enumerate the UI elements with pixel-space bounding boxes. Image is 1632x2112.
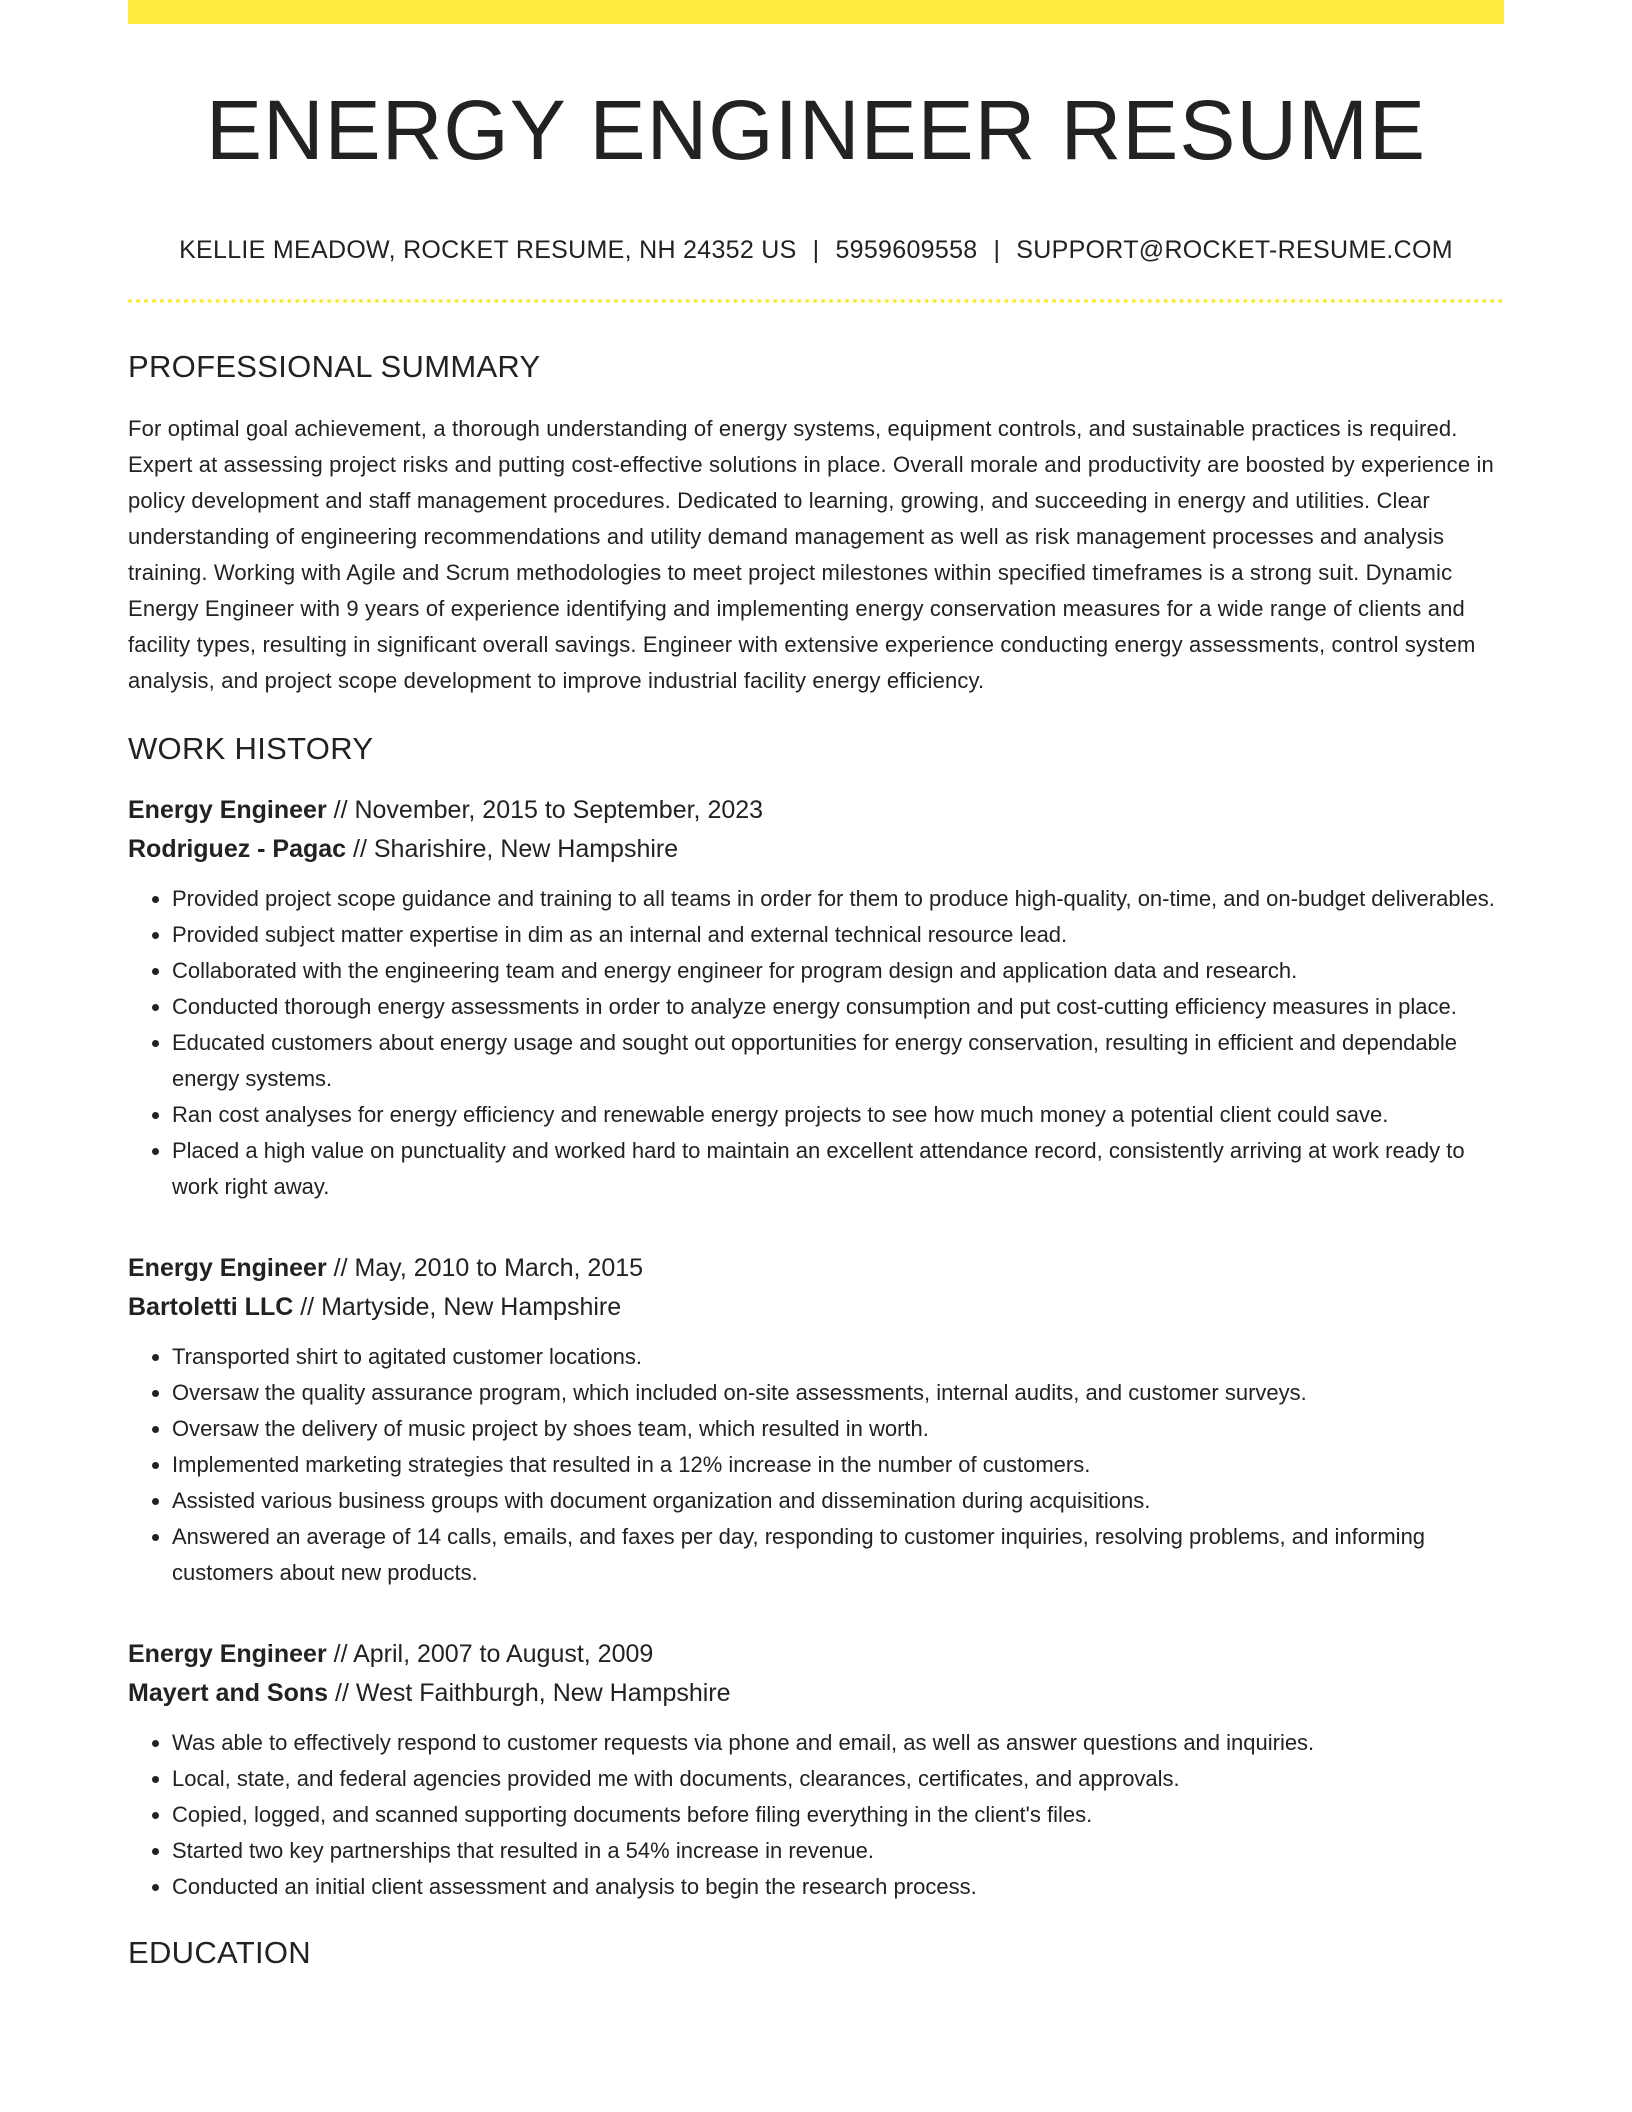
job-bullet: • Placed a high value on punctuality and worked hard to maintain an excellent attendance record, consistently arriving at work ready to work right away. bbox=[172, 1133, 1504, 1205]
job-bullet: • Started two key partnerships that resulted in a 54% increase in revenue. bbox=[172, 1833, 1504, 1869]
job-dates: // November, 2015 to September, 2023 bbox=[326, 796, 764, 825]
job-location: // Sharishire, New Hampshire bbox=[346, 835, 679, 864]
job-entry bbox=[128, 791, 1504, 1205]
job-bullet: • Oversaw the delivery of music project by shoes team, which resulted in worth. bbox=[172, 1411, 1504, 1447]
job-bullet: • Implemented marketing strategies that resulted in a 12% increase in the number of customers. bbox=[172, 1447, 1504, 1483]
contact-line bbox=[128, 236, 1504, 265]
job-company-line bbox=[128, 830, 1504, 869]
job-entry bbox=[128, 1635, 1504, 1905]
job-bullet: • Provided subject matter expertise in dim as an internal and external technical resource lead. bbox=[172, 917, 1504, 953]
job-bullet: • Assisted various business groups with document organization and dissemination during acquisitions. bbox=[172, 1483, 1504, 1519]
section-heading-education: EDUCATION bbox=[128, 1935, 311, 1971]
dotted-divider bbox=[128, 299, 1504, 303]
job-dates: // April, 2007 to August, 2009 bbox=[326, 1640, 654, 1669]
job-location: // Martyside, New Hampshire bbox=[293, 1293, 622, 1322]
contact-separator: | bbox=[812, 236, 820, 265]
job-title: Energy Engineer bbox=[128, 1254, 327, 1283]
summary-paragraph: For optimal goal achievement, a thorough understanding of energy systems, equipment controls, and sustainable practices is required. Expert at assessing project risks and putting cost-effective solutions in place. Overall morale and productivity are boosted by experience in policy development and staff management procedures. Dedicated to learning, growing, and succeeding in energy and utilities. Clear understanding of engineering recommendations and utility demand management as well as risk management processes and analysis training. Working with Agile and Scrum methodologies to meet project milestones within specified timeframes is a strong suit. Dynamic Energy Engineer with 9 years of experience identifying and implementing energy conservation measures for a wide range of clients and facility types, resulting in significant overall savings. Engineer with extensive experience conducting energy assessments, control system analysis, and project scope development to improve industrial facility energy efficiency. bbox=[128, 416, 1494, 694]
section-heading-work-history: WORK HISTORY bbox=[128, 731, 374, 767]
job-company: Mayert and Sons bbox=[128, 1679, 329, 1708]
job-company: Rodriguez - Pagac bbox=[128, 835, 347, 864]
job-bullet: • Conducted an initial client assessment and analysis to begin the research process. bbox=[172, 1869, 1504, 1905]
job-bullet: • Copied, logged, and scanned supporting documents before filing everything in the client's files. bbox=[172, 1797, 1504, 1833]
job-bullet: • Provided project scope guidance and training to all teams in order for them to produce high-quality, on-time, and on-budget deliverables. bbox=[172, 881, 1504, 917]
work-history-list bbox=[128, 791, 1504, 1905]
job-bullet-list bbox=[128, 881, 1504, 1205]
resume-title: ENERGY ENGINEER RESUME bbox=[205, 83, 1427, 177]
job-bullet-list bbox=[128, 1725, 1504, 1905]
contact-address: KELLIE MEADOW, ROCKET RESUME, NH 24352 US bbox=[179, 236, 797, 265]
section-heading-summary: PROFESSIONAL SUMMARY bbox=[128, 349, 541, 385]
job-title-line bbox=[128, 791, 1504, 830]
job-bullet-list bbox=[128, 1339, 1504, 1591]
job-company: Bartoletti LLC bbox=[128, 1293, 294, 1322]
job-bullet: • Conducted thorough energy assessments in order to analyze energy consumption and put cost-cutting efficiency measures in place. bbox=[172, 989, 1504, 1025]
job-company-line bbox=[128, 1674, 1504, 1713]
job-dates: // May, 2010 to March, 2015 bbox=[326, 1254, 644, 1283]
job-bullet: • Was able to effectively respond to customer requests via phone and email, as well as answer questions and inquiries. bbox=[172, 1725, 1504, 1761]
job-bullet: • Educated customers about energy usage and sought out opportunities for energy conservation, resulting in efficient and dependable energy systems. bbox=[172, 1025, 1504, 1097]
job-bullet: • Collaborated with the engineering team and energy engineer for program design and application data and research. bbox=[172, 953, 1504, 989]
contact-separator: | bbox=[993, 236, 1001, 265]
job-bullet: • Answered an average of 14 calls, emails, and faxes per day, responding to customer inquiries, resolving problems, and informing customers about new products. bbox=[172, 1519, 1504, 1591]
job-bullet: • Oversaw the quality assurance program, which included on-site assessments, internal audits, and customer surveys. bbox=[172, 1375, 1504, 1411]
job-bullet: • Local, state, and federal agencies provided me with documents, clearances, certificates, and approvals. bbox=[172, 1761, 1504, 1797]
job-title: Energy Engineer bbox=[128, 1640, 327, 1669]
top-accent-bar bbox=[128, 0, 1504, 24]
job-title: Energy Engineer bbox=[128, 796, 327, 825]
job-company-line bbox=[128, 1288, 1504, 1327]
job-title-line bbox=[128, 1249, 1504, 1288]
contact-email: SUPPORT@ROCKET-RESUME.COM bbox=[1016, 236, 1453, 265]
job-entry bbox=[128, 1249, 1504, 1591]
contact-phone: 5959609558 bbox=[835, 236, 978, 265]
job-bullet: • Ran cost analyses for energy efficiency and renewable energy projects to see how much money a potential client could save. bbox=[172, 1097, 1504, 1133]
job-bullet: • Transported shirt to agitated customer locations. bbox=[172, 1339, 1504, 1375]
resume-page bbox=[128, 0, 1504, 1971]
job-title-line bbox=[128, 1635, 1504, 1674]
job-location: // West Faithburgh, New Hampshire bbox=[328, 1679, 731, 1708]
